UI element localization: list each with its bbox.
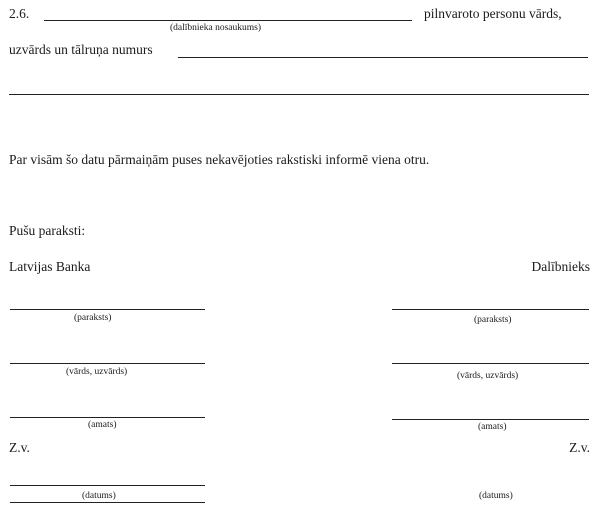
left-seal-label: Z.v. bbox=[9, 440, 30, 455]
left-signature-line[interactable] bbox=[10, 309, 205, 310]
left-date-underline bbox=[10, 502, 205, 503]
right-position-caption: (amats) bbox=[478, 422, 507, 432]
right-name-line[interactable] bbox=[392, 363, 589, 364]
notice-text: Par visām šo datu pārmaiņām puses nekavējoties rakstiski informē viena otru. bbox=[9, 152, 430, 167]
participant-name-blank[interactable] bbox=[44, 20, 412, 21]
clause-number: 2.6. bbox=[9, 6, 30, 21]
authorized-persons-label: pilnvaroto personu vārds, bbox=[424, 6, 562, 21]
right-date-caption: (datums) bbox=[479, 491, 513, 501]
right-position-line[interactable] bbox=[392, 419, 589, 420]
left-signature-caption: (paraksts) bbox=[74, 313, 112, 323]
contact-details-blank-continued[interactable] bbox=[9, 94, 589, 95]
right-name-caption: (vārds, uzvārds) bbox=[457, 371, 519, 381]
party-left-name: Latvijas Banka bbox=[9, 259, 91, 274]
participant-name-caption: (dalībnieka nosaukums) bbox=[170, 23, 262, 33]
left-date-caption: (datums) bbox=[82, 491, 116, 501]
left-name-line[interactable] bbox=[10, 363, 205, 364]
party-right-name: Dalībnieks bbox=[531, 259, 590, 274]
signatures-heading: Pušu paraksti: bbox=[9, 223, 86, 238]
right-signature-caption: (paraksts) bbox=[474, 315, 512, 325]
left-date-line[interactable] bbox=[10, 485, 205, 486]
contact-details-label: uzvārds un tālruņa numurs bbox=[9, 42, 153, 57]
right-seal-label: Z.v. bbox=[569, 440, 590, 455]
left-name-caption: (vārds, uzvārds) bbox=[66, 367, 128, 377]
left-position-caption: (amats) bbox=[88, 420, 117, 430]
contact-details-blank[interactable] bbox=[178, 57, 588, 58]
right-signature-line[interactable] bbox=[392, 309, 589, 310]
left-position-line[interactable] bbox=[10, 417, 205, 418]
